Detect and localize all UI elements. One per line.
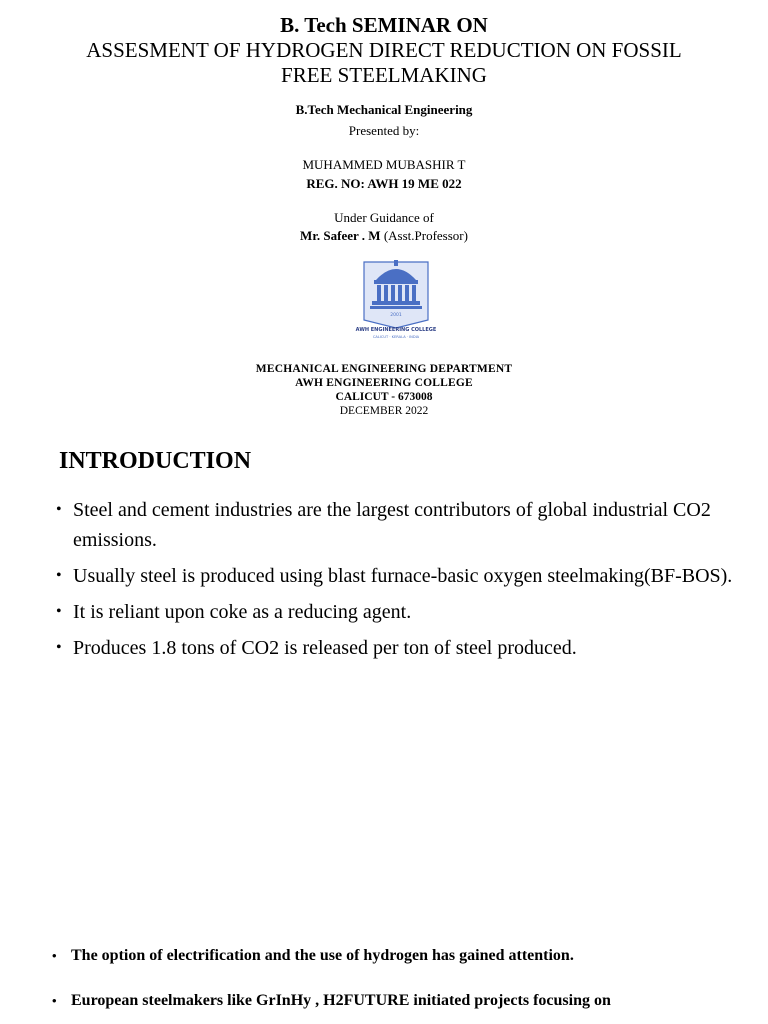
logo-location: CALICUT · KERALA · INDIA	[372, 335, 420, 339]
third-slide-bullet-list	[52, 946, 752, 966]
course-name: B.Tech Mechanical Engineering	[295, 102, 473, 117]
footer-date: DECEMBER 2022	[339, 405, 429, 417]
introduction-slide	[0, 430, 768, 930]
list-item	[56, 633, 736, 663]
footer-department: MECHANICAL ENGINEERING DEPARTMENT	[255, 363, 513, 375]
third-slide	[0, 930, 768, 1024]
footer-city: CALICUT - 673008	[335, 391, 433, 403]
bullet-icon: •	[56, 603, 62, 620]
list-item	[56, 495, 736, 555]
bullet-text: It is reliant upon coke as a reducing agent.	[73, 601, 412, 623]
seminar-title-line1: ASSESMENT OF HYDROGEN DIRECT REDUCTION ON FOSSIL	[86, 38, 682, 62]
bullet-text: European steelmakers like GrInHy , H2FUTURE initiated projects focusing on	[71, 992, 611, 1009]
introduction-heading: INTRODUCTION	[59, 448, 252, 474]
seminar-heading: B. Tech SEMINAR ON	[280, 13, 488, 37]
third-slide-bullet-list-2	[52, 991, 752, 1011]
student-name: MUHAMMED MUBASHIR T	[302, 157, 466, 172]
title-slide	[0, 0, 768, 425]
guide-title: (Asst.Professor)	[380, 228, 468, 243]
logo-college-name: AWH ENGINEERING COLLEGE	[355, 327, 437, 333]
guide-name: Mr. Safeer . M	[300, 228, 381, 243]
introduction-bullet-list	[56, 495, 736, 669]
bullet-icon: •	[52, 948, 57, 963]
registration-number: REG. NO: AWH 19 ME 022	[306, 176, 462, 191]
bullet-icon: •	[52, 993, 57, 1008]
bullet-text: Produces 1.8 tons of CO2 is released per ton of steel produced.	[73, 637, 577, 659]
list-item	[52, 946, 752, 966]
presented-by-label: Presented by:	[348, 123, 420, 138]
guidance-label: Under Guidance of	[334, 210, 434, 225]
footer-college: AWH ENGINEERING COLLEGE	[295, 377, 473, 389]
list-item	[52, 991, 752, 1011]
bullet-text: Steel and cement industries are the largest contributors of global industrial CO2 emissions.	[73, 499, 711, 551]
guide-line	[0, 227, 768, 244]
list-item	[56, 597, 736, 627]
list-item	[56, 561, 736, 591]
bullet-text: The option of electrification and the use of hydrogen has gained attention.	[71, 947, 574, 964]
bullet-icon: •	[56, 639, 62, 656]
bullet-icon: •	[56, 567, 62, 584]
college-building-icon	[354, 252, 438, 342]
college-logo	[354, 252, 438, 342]
bullet-text: Usually steel is produced using blast furnace-basic oxygen steelmaking(BF-BOS).	[73, 565, 733, 587]
bullet-icon: •	[56, 501, 62, 518]
logo-year: 2001	[390, 313, 402, 318]
seminar-title-line2: FREE STEELMAKING	[281, 63, 487, 87]
